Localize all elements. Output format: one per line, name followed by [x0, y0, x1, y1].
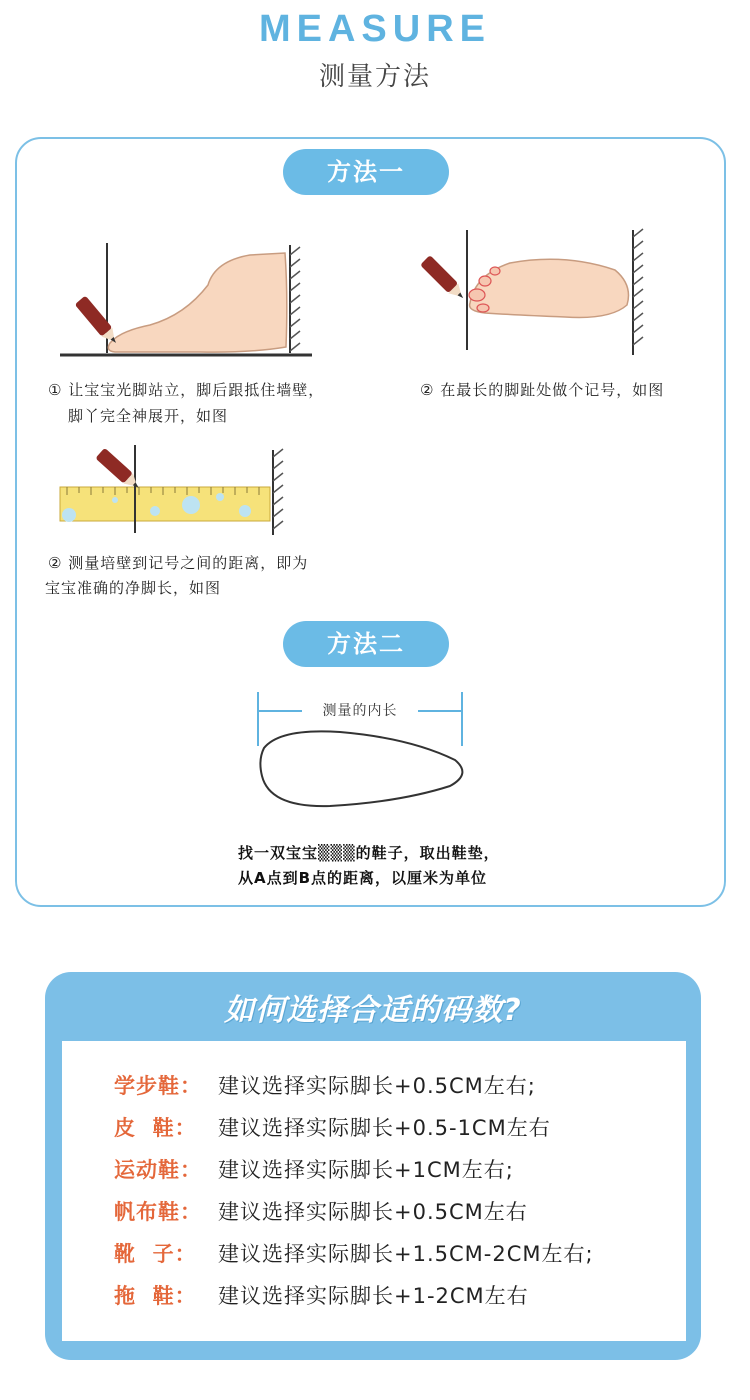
size-row — [114, 1237, 594, 1271]
step3-text-line1: ② 测量培壁到记号之间的距离，即为 — [48, 554, 309, 572]
size-guide-title: 如何选择合适的码数? — [224, 993, 522, 1028]
size-row — [114, 1279, 529, 1313]
shoe-type-label: 靴 子： — [114, 1242, 197, 1266]
size-advice: 建议选择实际脚长+0.5-1CM左右 — [218, 1116, 551, 1140]
step2-text: ② 在最长的脚趾处做个记号，如图 — [420, 381, 665, 399]
insole-length-label: 测量的内长 — [322, 703, 398, 719]
size-advice: 建议选择实际脚长+1-2CM左右 — [218, 1284, 529, 1308]
shoe-type-label: 帆布鞋： — [114, 1200, 202, 1224]
size-row — [114, 1069, 536, 1103]
shoe-type-label: 学步鞋： — [114, 1074, 202, 1098]
title-chinese: 测量方法 — [318, 62, 431, 92]
foot-top-illustration — [415, 225, 655, 365]
size-guide-body — [62, 1041, 686, 1341]
foot-side-illustration — [50, 225, 320, 365]
title-english: MEASURE — [258, 8, 492, 50]
size-advice: 建议选择实际脚长+1CM左右; — [218, 1158, 514, 1182]
method-two-badge: 方法二 — [283, 621, 449, 667]
ruler-illustration — [55, 445, 295, 540]
shoe-type-label: 皮 鞋： — [114, 1116, 197, 1140]
step1-text-line1: ① 让宝宝光脚站立，脚后跟抵住墙壁， — [48, 381, 325, 399]
method-one-badge: 方法一 — [283, 149, 449, 195]
size-row — [114, 1195, 528, 1229]
method2-note-line1: 找一双宝宝▒▒▒的鞋子，取出鞋垫， — [238, 844, 500, 862]
shoe-type-label: 拖 鞋： — [114, 1284, 197, 1308]
size-advice: 建议选择实际脚长+0.5CM左右 — [218, 1200, 528, 1224]
size-advice: 建议选择实际脚长+1.5CM-2CM左右; — [218, 1242, 594, 1266]
size-row — [114, 1111, 551, 1145]
size-advice: 建议选择实际脚长+0.5CM左右; — [218, 1074, 536, 1098]
step3-text-line2: 宝宝准确的净脚长，如图 — [45, 579, 222, 597]
size-row — [114, 1153, 514, 1187]
step1-text-line2: 脚丫完全神展开，如图 — [68, 407, 229, 425]
method2-note-line2: 从A点到B点的距离，以厘米为单位 — [238, 869, 488, 887]
shoe-type-label: 运动鞋： — [114, 1158, 202, 1182]
